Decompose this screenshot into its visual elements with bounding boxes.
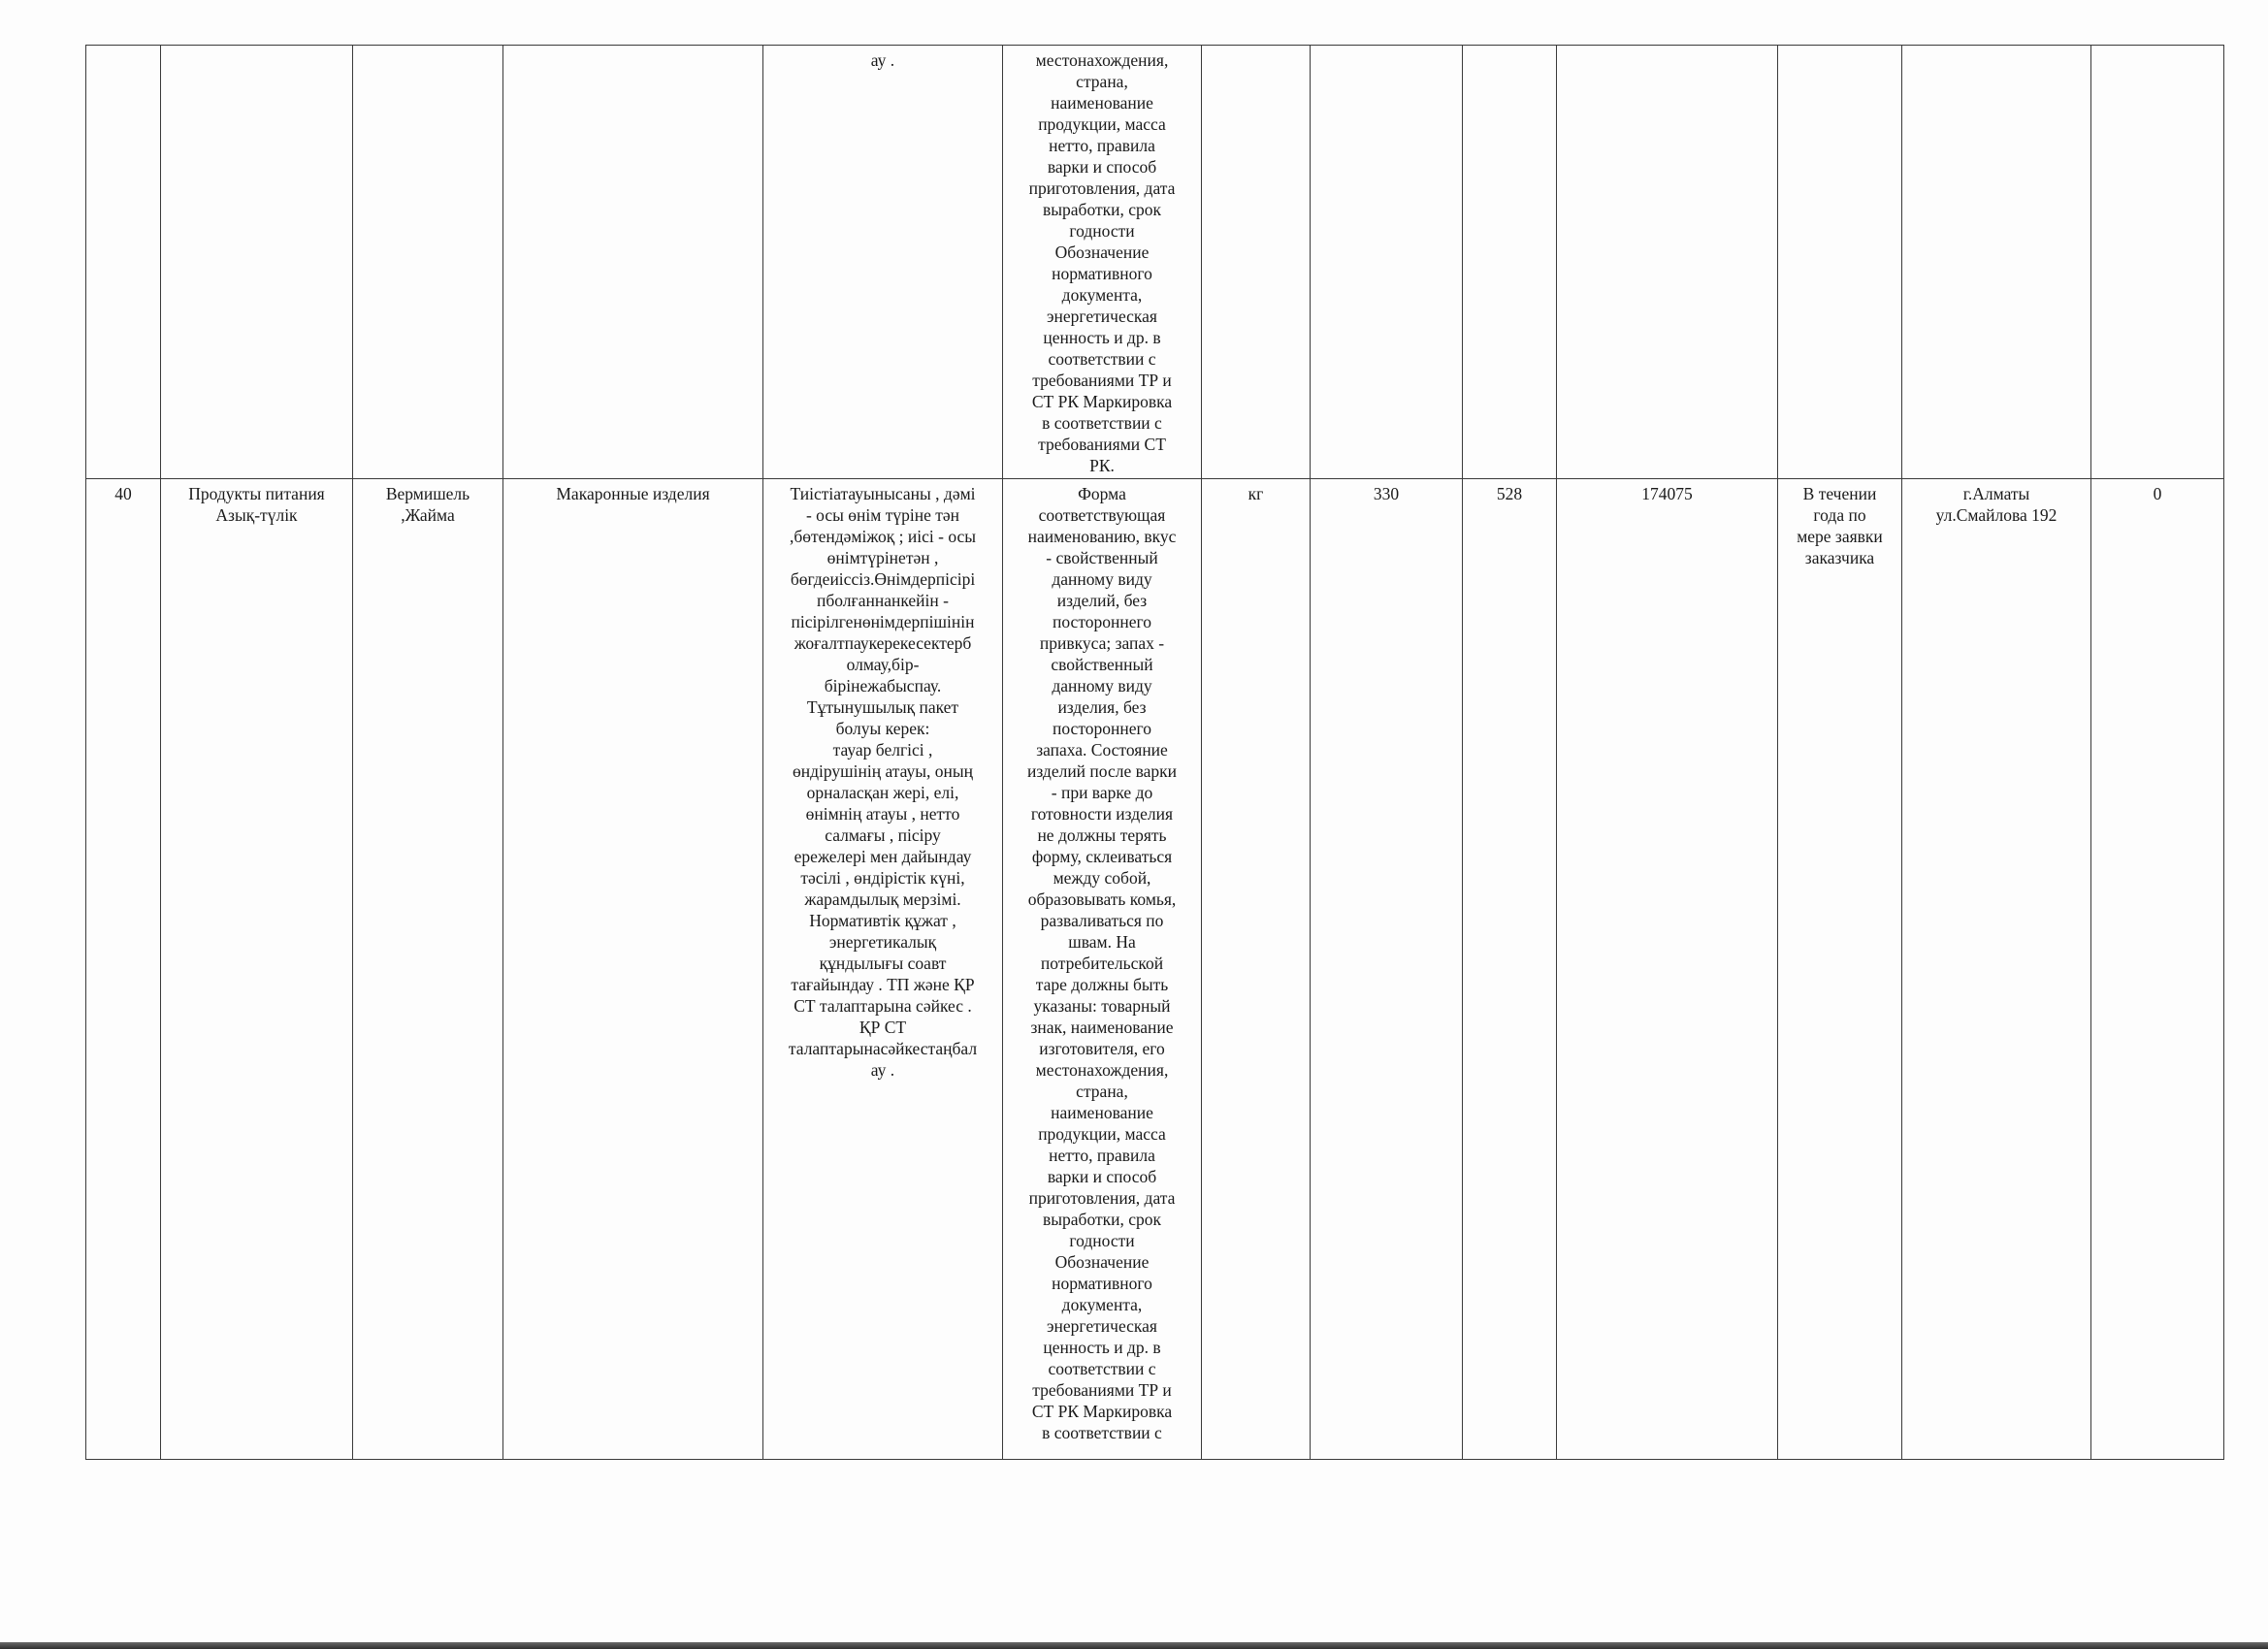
- rus-spec-text: местонахождения, страна, наименование продукции, масса нетто, правила варки и способ приготовления, дата выработки, срок годности Обозначение нормативного документа, энергетическая ценность и др. в соответствии с требованиями ТР и СТ РК Маркировка в соответствии с требованиями СТ РК.: [1028, 50, 1176, 475]
- cell-rus-spec: [1003, 479, 1202, 1460]
- cell-advance: [2091, 479, 2224, 1460]
- cell-item-name: [353, 479, 503, 1460]
- cell-delivery-term: [1778, 46, 1902, 479]
- cell-price: [1463, 46, 1557, 479]
- cell-rus-spec: [1003, 46, 1202, 479]
- amount-text: 174075: [1641, 484, 1693, 503]
- cell-group: [503, 479, 763, 1460]
- group-text: Макаронные изделия: [556, 484, 710, 503]
- item-name-text: Вермишель ,Жайма: [385, 484, 470, 525]
- scan-edge-bar: [0, 1642, 2268, 1649]
- delivery-term-text: В течении года по мере заявки заказчика: [1797, 484, 1883, 567]
- cell-unit: [1202, 46, 1311, 479]
- cell-category: [161, 46, 353, 479]
- quantity-text: 330: [1373, 484, 1400, 503]
- rus-spec-text: Форма соответствующая наименованию, вкус - свойственный данному виду изделий, без постороннего привкуса; запах - свойственный данному виду изделия, без постороннего запаха. Состояние изделий после варки - при варке до готовности изделия не должны терять форму, склеиваться между собой, образовывать комья, разваливаться по швам. На потребительской таре должны быть указаны: товарный знак, наименование изготовителя, его местонахождения, страна, наименование продукции, масса нетто, правила варки и способ приготовления, дата выработки, срок годности Обозначение нормативного документа, энергетическая ценность и др. в соответствии с требованиями ТР и СТ РК Маркировка в соответствии с: [1026, 484, 1178, 1442]
- cell-amount: [1557, 479, 1778, 1460]
- cell-delivery-place: [1902, 479, 2091, 1460]
- cell-delivery-place: [1902, 46, 2091, 479]
- procurement-table: [85, 45, 2224, 1460]
- cell-amount: [1557, 46, 1778, 479]
- unit-text: кг: [1247, 484, 1264, 503]
- cell-unit: [1202, 479, 1311, 1460]
- cell-item-name: [353, 46, 503, 479]
- cell-price: [1463, 479, 1557, 1460]
- cell-group: [503, 46, 763, 479]
- delivery-place-text: г.Алматы ул.Смайлова 192: [1935, 484, 2057, 525]
- cell-number: [86, 46, 161, 479]
- kaz-spec-text: ау .: [870, 50, 895, 70]
- price-text: 528: [1496, 484, 1523, 503]
- cell-quantity: [1311, 46, 1463, 479]
- cell-advance: [2091, 46, 2224, 479]
- cell-delivery-term: [1778, 479, 1902, 1460]
- cell-quantity: [1311, 479, 1463, 1460]
- table-row-continuation: [86, 46, 2224, 479]
- cell-kaz-spec: [763, 479, 1003, 1460]
- cell-category: [161, 479, 353, 1460]
- kaz-spec-text: Тиістіатауынысаны , дәмі - осы өнім түріне тән ,бөтендәміжоқ ; иісі - осы өнімтүрінетән , бөгдеиіссіз.Өнімдерпісірі пболғаннанкейін - пісірілгенөнімдерпішінін жоғалтпаукерекесектерб олмау,бір- бірінежабыспау. Тұтынушылық пакет болуы керек: тауар белгісі , өндірушінің атауы, оның орналасқан жері, елі, өнімнің атауы , нетто салмағы , пісіру ережелері мен дайындау тәсілі , өндірістік күні, жарамдылық мерзімі. Нормативтік құжат , энергетикалық құндылығы соавт тағайындау . ТП және ҚР СТ талаптарына сәйкес . ҚР СТ талаптарынасәйкестаңбал ау .: [788, 484, 978, 1080]
- table-row-40: [86, 479, 2224, 1460]
- cell-number: [86, 479, 161, 1460]
- category-text: Продукты питания Азық-түлік: [188, 484, 325, 525]
- cell-kaz-spec: [763, 46, 1003, 479]
- row-number: 40: [114, 484, 132, 503]
- advance-text: 0: [2153, 484, 2162, 503]
